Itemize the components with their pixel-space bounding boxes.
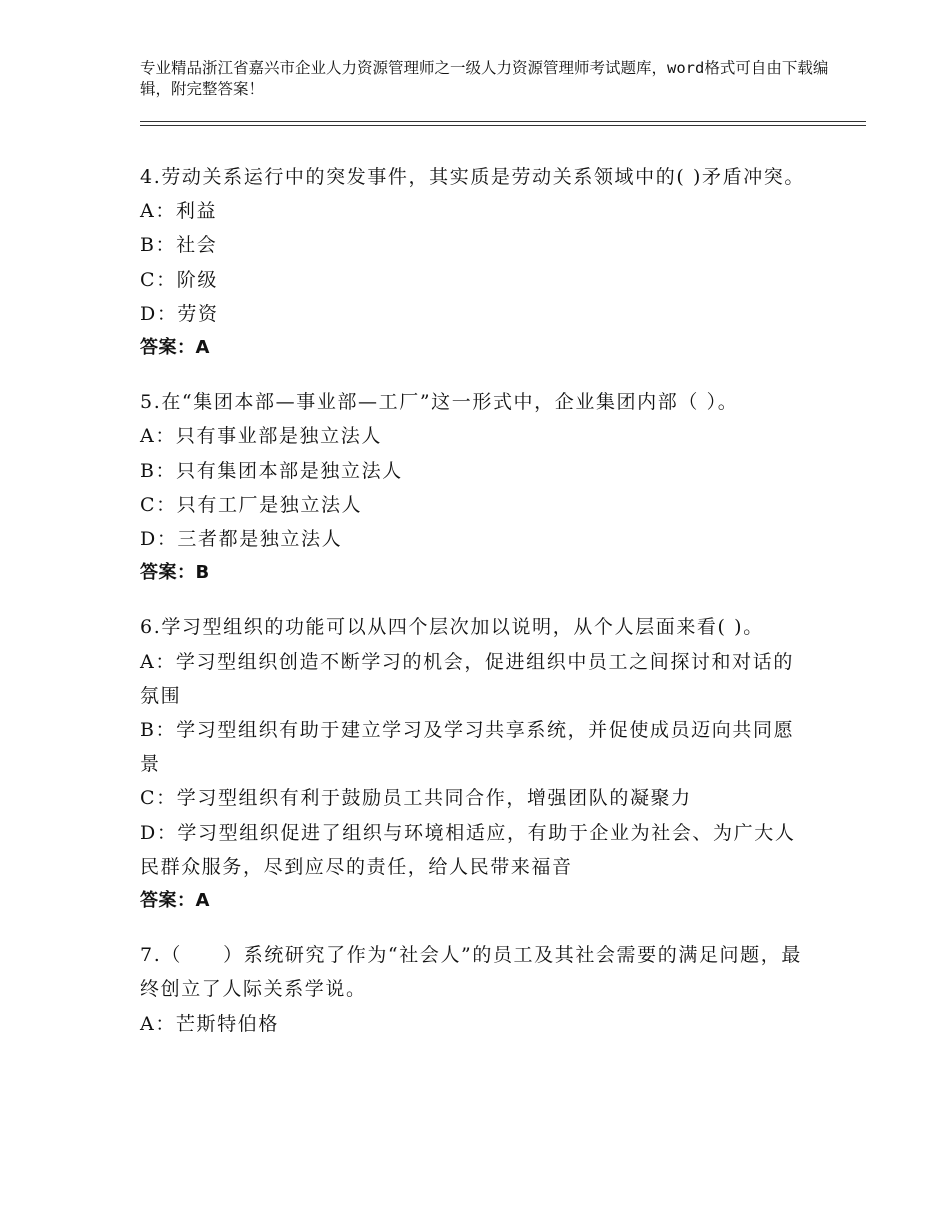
answer-label: 答案：A <box>140 890 210 912</box>
option-b: B：学习型组织有助于建立学习及学习共享系统，并促使成员迈向共同愿景 <box>140 719 795 776</box>
question-stem: 6.学习型组织的功能可以从四个层次加以说明，从个人层面来看( )。 <box>140 616 764 639</box>
option-c: C：只有工厂是独立法人 <box>140 493 363 516</box>
question-5 <box>140 385 810 590</box>
header-rule-top <box>140 121 866 122</box>
option-a: A：只有事业部是独立法人 <box>140 425 382 448</box>
option-b: B：只有集团本部是独立法人 <box>140 459 403 482</box>
question-list <box>140 160 810 1041</box>
option-a: A：芒斯特伯格 <box>140 1012 279 1035</box>
option-d: D：学习型组织促进了组织与环境相适应，有助于企业为社会、为广大人民群众服务，尽到应尽的责任，给人民带来福音 <box>140 821 796 878</box>
question-4 <box>140 160 810 365</box>
question-stem: 5.在“集团本部—事业部—工厂”这一形式中，企业集团内部（ ）。 <box>140 391 739 414</box>
question-stem: 7.（ ）系统研究了作为“社会人”的员工及其社会需要的满足问题，最终创立了人际关系学说。 <box>140 944 802 1001</box>
header-rule-bottom <box>140 125 866 126</box>
option-d: D：三者都是独立法人 <box>140 528 343 551</box>
option-c: C：阶级 <box>140 268 218 291</box>
question-6 <box>140 610 810 918</box>
option-a: A：学习型组织创造不断学习的机会，促进组织中员工之间探讨和对话的氛围 <box>140 650 794 707</box>
answer-label: 答案：B <box>140 562 210 584</box>
answer-label: 答案：A <box>140 337 210 359</box>
option-b: B：社会 <box>140 234 218 257</box>
page-header: 专业精品浙江省嘉兴市企业人力资源管理师之一级人力资源管理师考试题库，word格式可自由下载编辑，附完整答案！ <box>140 59 829 98</box>
question-stem: 4.劳动关系运行中的突发事件，其实质是劳动关系领域中的( )矛盾冲突。 <box>140 166 805 188</box>
question-7 <box>140 938 810 1041</box>
option-a: A：利益 <box>140 200 218 223</box>
option-c: C：学习型组织有利于鼓励员工共同合作，增强团队的凝聚力 <box>140 787 692 810</box>
option-d: D：劳资 <box>140 302 219 325</box>
